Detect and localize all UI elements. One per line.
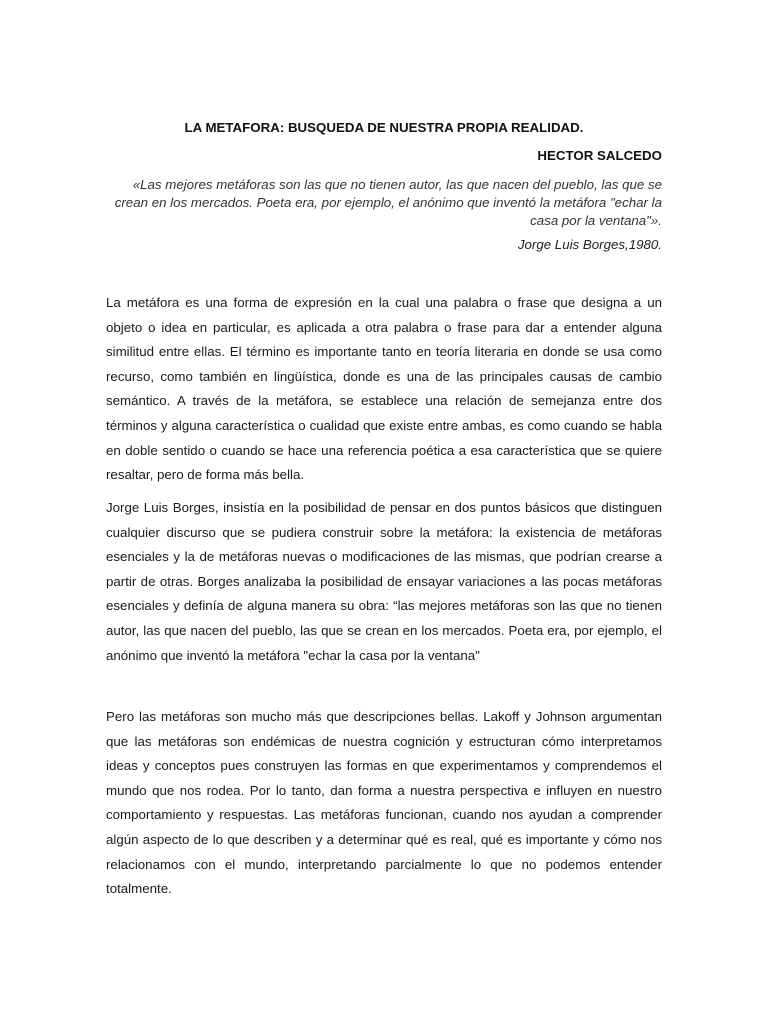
body-paragraph-3: Pero las metáforas son mucho más que descripciones bellas. Lakoff y Johnson argumentan que las metáforas son endémicas de nuestra cognición y estructuran cómo interpretamos ideas y conceptos pues construyen las formas en que experimentamos y comprendemos el mundo que nos rodea. Por lo tanto, dan forma a nuestra perspectiva e influyen en nuestro comportamiento y respuestas. Las metáforas funcionan, cuando nos ayudan a comprender algún aspecto de lo que describen y a determinar qué es real, qué es importante y cómo nos relacionamos con el mundo, interpretando parcialmente lo que no podemos entender totalmente. xyxy=(106,709,662,897)
body-paragraph-2: Jorge Luis Borges, insistía en la posibilidad de pensar en dos puntos básicos que distinguen cualquier discurso que se pudiera construir sobre la metáfora: la existencia de metáforas esenciales y la de metáforas nuevas o modificaciones de las mismas, que podrían crearse a partir de otras. Borges analizaba la posibilidad de ensayar variaciones a las pocas metáforas esenciales y definía de alguna manera su obra: “las mejores metáforas son las que no tienen autor, las que nacen del pueblo, las que se crean en los mercados. Poeta era, por ejemplo, el anónimo que inventó la metáfora "echar la casa por la ventana" xyxy=(106,500,662,663)
epigraph-quote: «Las mejores metáforas son las que no tienen autor, las que nacen del pueblo, las que se crean en los mercados. Poeta era, por ejemplo, el anónimo que inventó la metáfora "echar la casa por la ventana"». xyxy=(114,177,662,228)
epigraph-attribution: Jorge Luis Borges,1980. xyxy=(517,237,662,252)
author-name: HECTOR SALCEDO xyxy=(537,148,662,163)
body-paragraph-1: La metáfora es una forma de expresión en la cual una palabra o frase que designa a un objeto o idea en particular, es aplicada a otra palabra o frase para dar a entender alguna similitud entre ellas. El término es importante tanto en teoría literaria en donde se usa como recurso, como también en lingüística, donde es una de las principales causas de cambio semántico. A través de la metáfora, se establece una relación de semejanza entre dos términos y alguna característica o cualidad que existe entre ambas, es como cuando se habla en doble sentido o cuando se hace una referencia poética a esa característica que se quiere resaltar, pero de forma más bella. xyxy=(106,295,662,483)
document-title: LA METAFORA: BUSQUEDA DE NUESTRA PROPIA REALIDAD. xyxy=(184,120,584,135)
